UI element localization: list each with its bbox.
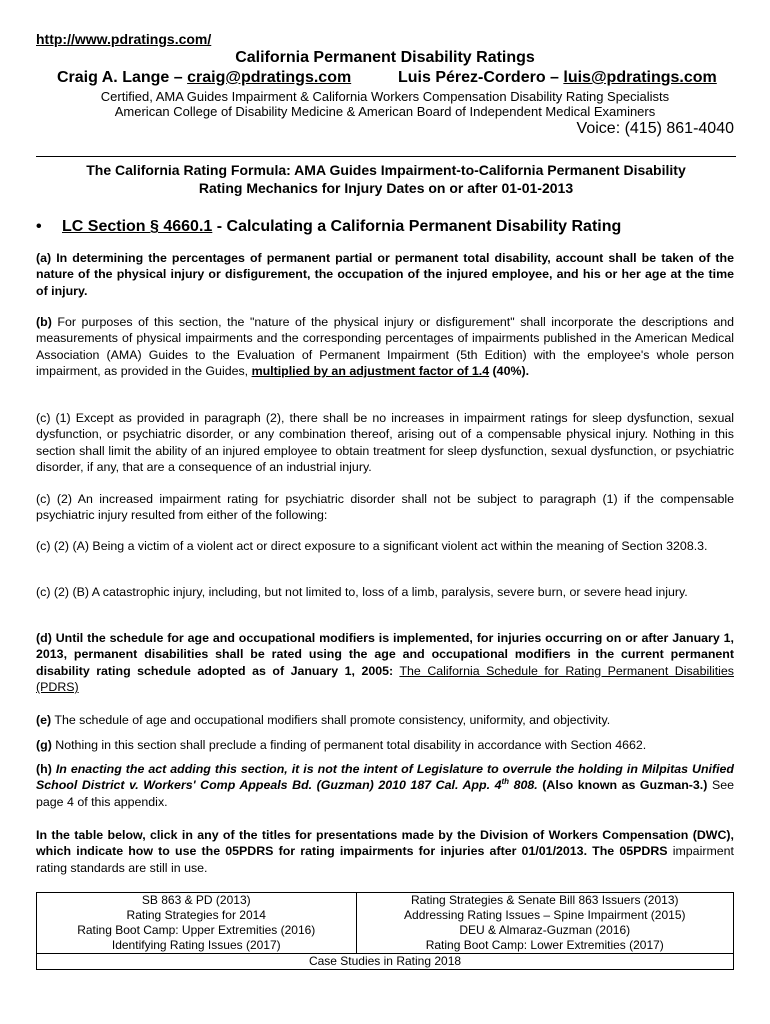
presentation-link[interactable]: Case Studies in Rating 2018 xyxy=(308,954,462,968)
paragraph-h-italic-2: 808. xyxy=(509,778,538,793)
paragraph-g-label: (g) xyxy=(36,738,52,752)
presentation-link[interactable]: DEU & Almaraz-Guzman (2016) xyxy=(459,923,631,937)
adjustment-factor-emphasis: multiplied by an adjustment factor of 1.4 xyxy=(251,364,490,379)
author-2-email-link[interactable]: luis@pdratings.com xyxy=(563,69,717,86)
table-row xyxy=(37,954,734,970)
author-1-email-link[interactable]: craig@pdratings.com xyxy=(187,69,352,86)
paragraph-h xyxy=(36,761,734,810)
presentation-link[interactable]: Rating Strategies & Senate Bill 863 Issuers (2013) xyxy=(411,893,679,907)
formula-title xyxy=(36,161,736,197)
paragraph-e xyxy=(36,712,734,728)
table-cell-left xyxy=(37,893,357,954)
voice-phone: Voice: (415) 861-4040 xyxy=(576,120,734,137)
paragraph-h-label: (h) xyxy=(36,762,56,776)
pdrs-schedule-link[interactable]: The California Schedule for Rating Permanent Disabilities (PDRS) xyxy=(36,663,734,695)
table-intro-bold: In the table below, click in any of the titles for presentations made by the Division of Workers Compensation (DWC), which indicate how to use the 05PDRS for rating impairments for injuries after 01/01/2013. The 05PDRS xyxy=(36,828,734,859)
paragraph-e-text: The schedule of age and occupational modifiers shall promote consistency, uniformity, and objectivity. xyxy=(51,713,611,727)
paragraph-h-end: See page 4 of this appendix. xyxy=(36,778,734,809)
paragraph-c2b: (c) (2) (B) A catastrophic injury, including, but not limited to, loss of a limb, paralysis, severe burn, or severe head injury. xyxy=(36,585,688,599)
presentation-link[interactable]: SB 863 & PD (2013) xyxy=(141,893,251,907)
paragraph-b-label: (b) xyxy=(36,315,52,329)
section-heading xyxy=(36,218,621,236)
paragraph-h-italic: In enacting the act adding this section, it is not the intent of Legislature to overrule the holding in Milpitas Unified School District v. Workers' Comp Appeals Bd. (Guzman) 2010 187 Cal. App. 4 xyxy=(36,762,734,793)
table-intro-end: impairment rating standards are still in use. xyxy=(36,844,734,875)
site-url-link[interactable]: http://www.pdratings.com/ xyxy=(36,31,212,47)
table-intro xyxy=(36,827,734,876)
paragraph-b-end: (40%). xyxy=(489,364,530,379)
college-line: American College of Disability Medicine & American Board of Independent Medical Examiners xyxy=(114,104,656,119)
author-2 xyxy=(398,69,717,87)
table-row xyxy=(37,893,734,954)
paragraph-e-label: (e) xyxy=(36,713,52,727)
paragraph-g xyxy=(36,737,734,753)
paragraph-d xyxy=(36,630,734,696)
paragraph-g-text: Nothing in this section shall preclude a finding of permanent total disability in accordance with Section 4662. xyxy=(51,738,647,752)
table-cell-bottom xyxy=(37,954,734,970)
paragraph-c2: (c) (2) An increased impairment rating for psychiatric disorder shall not be subject to paragraph (1) if the compensable psychiatric injury resulted from either of the following: xyxy=(36,492,734,523)
presentation-link[interactable]: Addressing Rating Issues – Spine Impairment (2015) xyxy=(404,908,686,922)
paragraph-h-superscript: th xyxy=(501,777,510,787)
presentation-link[interactable]: Identifying Rating Issues (2017) xyxy=(111,938,281,952)
lc-section-link[interactable]: LC Section § 4660.1 xyxy=(62,218,213,235)
bullet-icon: • xyxy=(36,218,42,235)
paragraph-a: (a) In determining the percentages of permanent partial or permanent total disability, account shall be taken of the nature of the physical injury or disfigurement, the occupation of the injured employee, and his or her age at the time of injury. xyxy=(36,251,734,298)
authors-line xyxy=(57,69,717,87)
paragraph-c1: (c) (1) Except as provided in paragraph (2), there shall be no increases in impairment ratings for sleep dysfunction, sexual dysfunction, or psychiatric disorder, or any combination thereof, arising out of a compensable physical injury. Nothing in this section shall limit the ability of an injured employee to obtain treatment for sleep dysfunction, sexual dysfunction, or psychiatric disorder, if any, that are a consequence of an industrial injury. xyxy=(36,411,734,475)
presentation-link[interactable]: Rating Strategies for 2014 xyxy=(126,908,266,922)
paragraph-d-text: (d) Until the schedule for age and occupational modifiers is implemented, for injuries occurring on or after January 1, 2013, permanent disabilities shall be rated using the age and occupational modifiers in the current permanent disability rating schedule adopted as of January 1, 2005: xyxy=(36,631,734,678)
header-divider xyxy=(36,156,736,157)
document-title: California Permanent Disability Ratings xyxy=(235,49,535,66)
presentations-table xyxy=(36,892,734,970)
formula-title-line-2: Rating Mechanics for Injury Dates on or after 01-01-2013 xyxy=(198,180,574,196)
paragraph-b xyxy=(36,314,734,380)
formula-title-line-1: The California Rating Formula: AMA Guides Impairment-to-California Permanent Disability xyxy=(86,162,686,178)
table-cell-right xyxy=(356,893,733,954)
paragraph-c2a: (c) (2) (A) Being a victim of a violent act or direct exposure to a significant violent act within the meaning of Section 3208.3. xyxy=(36,539,708,553)
author-1-name: Craig A. Lange – xyxy=(57,69,188,86)
author-1 xyxy=(57,69,351,86)
certification-line: Certified, AMA Guides Impairment & California Workers Compensation Disability Rating Specialists xyxy=(100,89,670,104)
paragraph-b-text: For purposes of this section, the "nature of the physical injury or disfigurement" shall incorporate the descriptions and measurements of physical impairments and the corresponding percentages of impairments published in the American Medical Association (AMA) Guides to the Evaluation of Permanent Impairment (5th Edition) with the employee's whole person impairment, as provided in the Guides, xyxy=(36,315,734,379)
presentation-link[interactable]: Rating Boot Camp: Upper Extremities (2016) xyxy=(77,923,316,937)
presentation-link[interactable]: Rating Boot Camp: Lower Extremities (2017) xyxy=(425,938,664,952)
author-2-name: Luis Pérez-Cordero – xyxy=(398,69,564,86)
section-heading-rest: - Calculating a California Permanent Disability Rating xyxy=(212,218,622,235)
paragraph-h-bold: (Also known as Guzman-3.) xyxy=(537,778,708,793)
